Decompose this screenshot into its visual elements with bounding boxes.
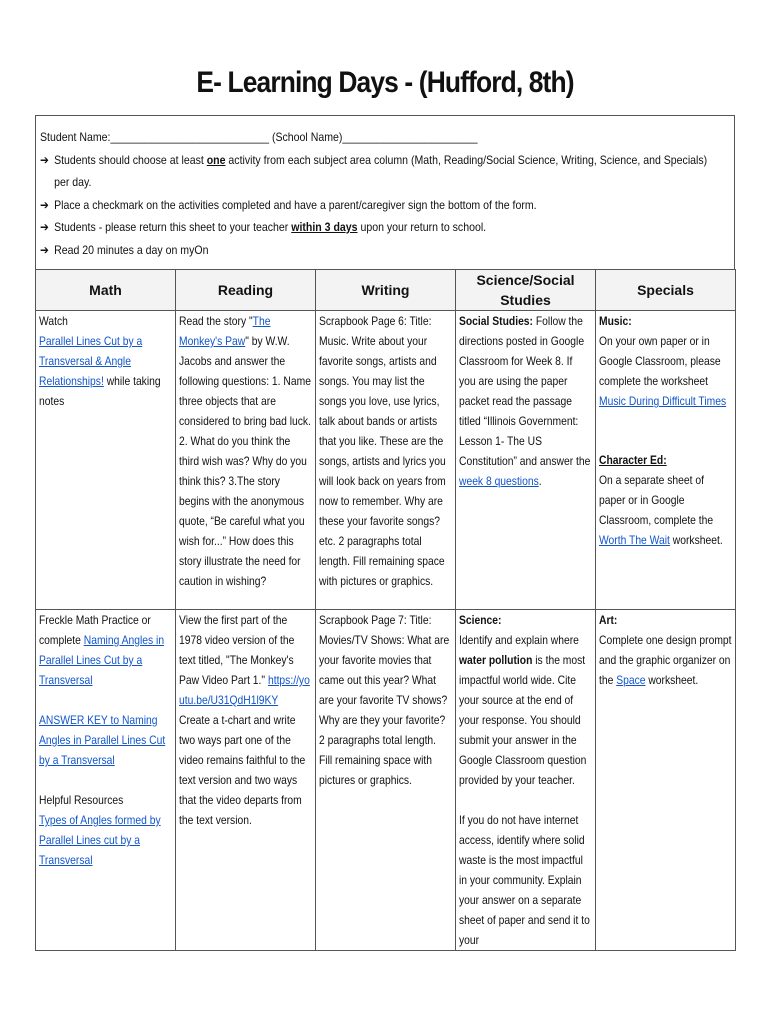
arrow-icon: ➔ <box>40 197 49 212</box>
link-youtube-video[interactable]: https://youtu.be/U31QdH1l9KY <box>179 673 310 707</box>
header-science-social: Science/Social Studies <box>456 270 596 311</box>
instruction-bullet: ➔ Students should choose at least one activity from each subject area column (Math, Reading/Social Science, Writing, Science, and Specials) <box>40 149 647 172</box>
cell-reading-2: View the first part of the 1978 video version of the text titled, "The Monkey's Paw Video Part 1." https://youtu.be/U31QdH1l9KY Create a t-chart and write two ways part one of the video remains faithful to the text version and two ways that the video departs from the text version. <box>176 610 316 951</box>
header-specials: Specials <box>596 270 736 311</box>
student-name-field[interactable]: Student Name:___________________________ <box>40 130 270 144</box>
student-school-line <box>40 126 647 149</box>
link-worth-the-wait[interactable]: Worth The Wait <box>599 533 670 547</box>
instruction-bullet: ➔ Students - please return this sheet to your teacher within 3 days upon your return to school. <box>40 216 647 239</box>
instructions-box <box>35 115 735 269</box>
link-types-of-angles[interactable]: Types of Angles formed by Parallel Lines cut by a Transversal <box>39 813 161 867</box>
header-reading: Reading <box>176 270 316 311</box>
cell-science-2: Science: Identify and explain where water pollution is the most impactful world wide. Cite your source at the end of your response. You should submit your answer in the Google Classroom question provided by your teacher. If you do not have internet access, identify where solid waste is the most impactful in your community. Explain your answer on a separate sheet of paper and send it to your <box>456 610 596 951</box>
cell-math-2: Freckle Math Practice or complete Naming Angles in Parallel Lines Cut by a Transversal ANSWER KEY to Naming Angles in Parallel Lines Cut by a Transversal Helpful Resources Types of Angles formed by Parallel Lines cut by a Transversal <box>36 610 176 951</box>
header-writing: Writing <box>316 270 456 311</box>
cell-specials-2: Art: Complete one design prompt and the graphic organizer on the Space worksheet. <box>596 610 736 951</box>
table-row <box>36 311 736 610</box>
link-naming-angles[interactable]: Naming Angles in Parallel Lines Cut by a Transversal <box>39 633 165 687</box>
arrow-icon: ➔ <box>40 242 49 257</box>
cell-math-1: Watch Parallel Lines Cut by a Transversal & Angle Relationships! while taking notes <box>36 311 176 610</box>
link-week8-questions[interactable]: week 8 questions <box>459 474 539 488</box>
link-monkeys-paw[interactable]: The Monkey's Paw <box>179 314 271 348</box>
instruction-bullet: ➔ Read 20 minutes a day on myOn <box>40 239 647 262</box>
instruction-bullet-cont: per day. <box>54 175 92 189</box>
cell-specials-1: Music: On your own paper or in Google Classroom, please complete the worksheet Music During Difficult Times Character Ed: On a separate sheet of paper or in Google Classroom, complete the Worth The Wait worksheet. <box>596 311 736 610</box>
arrow-icon: ➔ <box>40 220 49 234</box>
instruction-bullet: ➔ Place a checkmark on the activities completed and have a parent/caregiver sign the bottom of the form. <box>40 194 647 217</box>
cell-writing-2: Scrapbook Page 7: Title: Movies/TV Shows: What are your favorite movies that came out this year? What are your favorite TV shows? Why are they your favorite? 2 paragraphs total length. Fill remaining space with pictures or graphics. <box>316 610 456 951</box>
link-parallel-lines[interactable]: Parallel Lines Cut by a Transversal & Angle Relationships! <box>39 334 143 388</box>
link-music-difficult-times[interactable]: Music During Difficult Times <box>599 394 727 408</box>
header-math: Math <box>36 270 176 311</box>
table-row <box>36 610 736 951</box>
cell-writing-1: Scrapbook Page 6: Title: Music. Write about your favorite songs, artists and songs. You may list the songs you love, use lyrics, talk about bands or artists that you like. These are the songs, artists and lyrics you will look back on years from now to remember. Why are these your favorite songs? etc. 2 paragraphs total length. Fill remaining space with pictures or graphics. <box>316 311 456 610</box>
cell-science-1: Social Studies: Follow the directions posted in Google Classroom for Week 8. If you are using the paper packet read the passage titled “Illinois Government: Lesson 1- The US Constitution” and answer the week 8 questions. <box>456 311 596 610</box>
school-name-field[interactable]: (School Name)_______________________ <box>271 130 478 144</box>
link-answer-key[interactable]: ANSWER KEY to Naming Angles in Parallel Lines Cut by a Transversal <box>39 713 166 767</box>
page-title: E- Learning Days - (Hufford, 8th) <box>196 66 574 99</box>
header-row <box>36 270 736 311</box>
link-space-worksheet[interactable]: Space <box>616 673 646 687</box>
activity-table <box>35 269 736 951</box>
cell-reading-1: Read the story "The Monkey's Paw" by W.W. Jacobs and answer the following questions: 1. Name three objects that are considered to bring bad luck. 2. What do you think the third wish was? Why do you think this? 3.The story begins with the anonymous quote, “Be careful what you wish for...” How does this story illustrate the need for caution in wishing? <box>176 311 316 610</box>
arrow-icon: ➔ <box>40 152 49 167</box>
